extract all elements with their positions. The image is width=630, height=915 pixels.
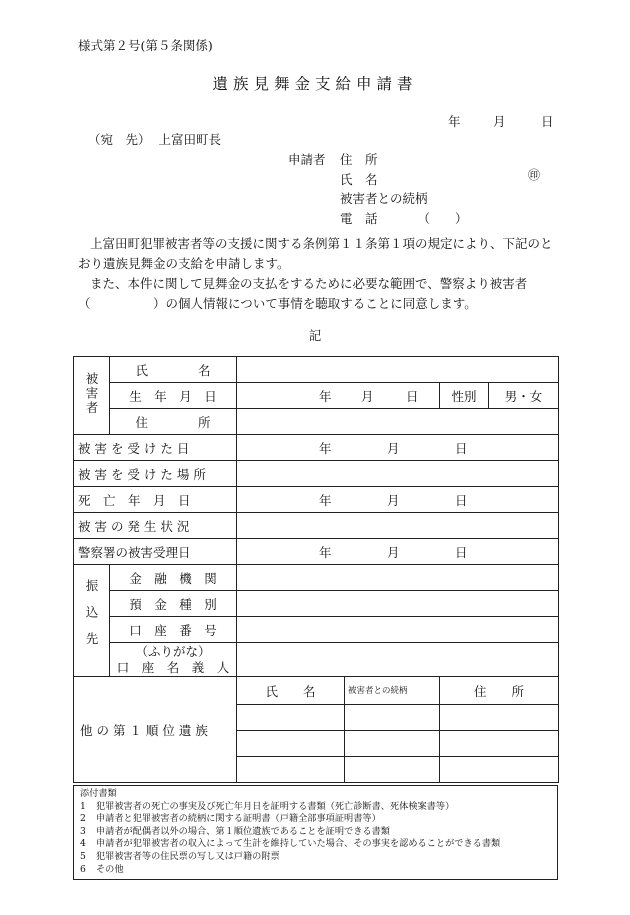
attachment-item: 3 申請者が配偶者以外の場合、第１順位遺族であることを証明できる書類: [80, 825, 390, 837]
police-date-field[interactable]: 年 月 日: [237, 539, 559, 565]
attachments-box: [73, 785, 558, 880]
heirs-relation-header: 被害者との続柄: [345, 677, 440, 705]
applicant-address-label: 住 所: [340, 152, 378, 167]
page-title: 遺族見舞金支給申請書: [212, 75, 418, 93]
victim-birth-label: 生 年 月 日: [110, 383, 237, 409]
applicant-block: [340, 150, 468, 228]
victim-name-field[interactable]: [237, 357, 559, 383]
body-paragraph-1: 上富田町犯罪被害者等の支援に関する条例第１１条第１項の規定により、下記のとおり遺族見舞金の支給を申請します。: [78, 236, 553, 271]
heir-3-name-field[interactable]: [237, 757, 345, 783]
other-heirs-label: 他 の 第 １ 順 位 遺 族: [74, 677, 237, 783]
applicant-label: 申請者: [288, 152, 326, 167]
deposit-type-label: 預 金 種 別: [110, 591, 237, 617]
damage-date-field[interactable]: 年 月 日: [237, 435, 559, 461]
gender-value[interactable]: 男・女: [489, 383, 559, 409]
death-date-label: 死 亡 年 月 日: [74, 487, 237, 513]
transfer-group-label: 振込先: [74, 565, 110, 677]
applicant-phone-paren: （ ）: [417, 210, 468, 226]
body-paragraph-2: また、本件に関して見舞金の支払をするために必要な範囲で、警察より被害者（ ）の個人情報について事情を聴取することに同意します。: [78, 276, 528, 311]
gender-label: 性別: [440, 383, 489, 409]
heir-1-name-field[interactable]: [237, 705, 345, 731]
account-number-label: 口 座 番 号: [110, 617, 237, 643]
heir-2-name-field[interactable]: [237, 731, 345, 757]
damage-place-label: 被 害 を 受 け た 場 所: [74, 461, 237, 487]
account-number-field[interactable]: [237, 617, 559, 643]
heir-1-address-field[interactable]: [440, 705, 559, 731]
form-number: 様式第２号(第５条関係): [78, 38, 213, 53]
ki-heading: 記: [308, 328, 322, 343]
bank-field[interactable]: [237, 565, 559, 591]
date-year-label: 年: [448, 114, 461, 129]
heir-3-address-field[interactable]: [440, 757, 559, 783]
application-date: [448, 112, 554, 130]
applicant-relation-label: 被害者との続柄: [340, 191, 428, 206]
seal-mark: ㊞: [528, 168, 541, 182]
bank-label: 金 融 機 関: [110, 565, 237, 591]
account-holder-label: [110, 643, 237, 677]
application-table: [73, 356, 559, 783]
police-date-label: 警察署の被害受理日: [74, 539, 237, 565]
victim-group-label: 被害者: [74, 357, 110, 435]
applicant-name-label: 氏 名: [340, 171, 378, 187]
date-day-label: 日: [541, 114, 554, 129]
damage-date-label: 被 害 を 受 け た 日: [74, 435, 237, 461]
date-month-label: 月: [493, 114, 506, 129]
account-holder-field[interactable]: [237, 643, 559, 677]
deposit-type-field[interactable]: [237, 591, 559, 617]
victim-birth-field[interactable]: 年 月 日: [237, 383, 440, 409]
damage-situation-label: 被 害 の 発 生 状 況: [74, 513, 237, 539]
victim-address-label: 住 所: [110, 409, 237, 435]
heirs-name-header: 氏 名: [237, 677, 345, 705]
addressee: [88, 130, 221, 148]
victim-name-label: 氏 名: [110, 357, 237, 383]
damage-place-field[interactable]: [237, 461, 559, 487]
attachment-item: 2 申請者と犯罪被害者の続柄に関する証明書（戸籍全部事項証明書等）: [80, 813, 381, 825]
heir-2-relation-field[interactable]: [345, 731, 440, 757]
applicant-phone-label: 電 話: [340, 210, 378, 226]
heir-3-relation-field[interactable]: [345, 757, 440, 783]
furigana-label: （ふりがな）: [135, 643, 211, 659]
addressee-name: 上富田町長: [158, 132, 222, 147]
body-text: [78, 234, 558, 314]
attachment-item: 5 犯罪被害者等の住民票の写し又は戸籍の附票: [80, 850, 280, 862]
attachment-item: 6 その他: [80, 863, 124, 875]
heir-2-address-field[interactable]: [440, 731, 559, 757]
attachment-item: 4 申請者が犯罪被害者の収入によって生計を維持していた場合、その事実を認めることができる書類: [80, 838, 501, 850]
attachment-item: 1 犯罪被害者の死亡の事実及び死亡年月日を証明する書類（死亡診断書、死体検案書等）: [80, 800, 455, 812]
account-holder-text: 口 座 名 義 人: [116, 659, 230, 675]
attachments-title: 添付書類: [80, 788, 117, 799]
applicant-phone: [340, 209, 468, 229]
attachments-cell: [74, 786, 558, 880]
heirs-address-header: 住 所: [440, 677, 559, 705]
victim-address-field[interactable]: [237, 409, 559, 435]
damage-situation-field[interactable]: [237, 513, 559, 539]
heir-1-relation-field[interactable]: [345, 705, 440, 731]
death-date-field[interactable]: 年 月 日: [237, 487, 559, 513]
addressee-label: （宛 先）: [88, 132, 151, 147]
